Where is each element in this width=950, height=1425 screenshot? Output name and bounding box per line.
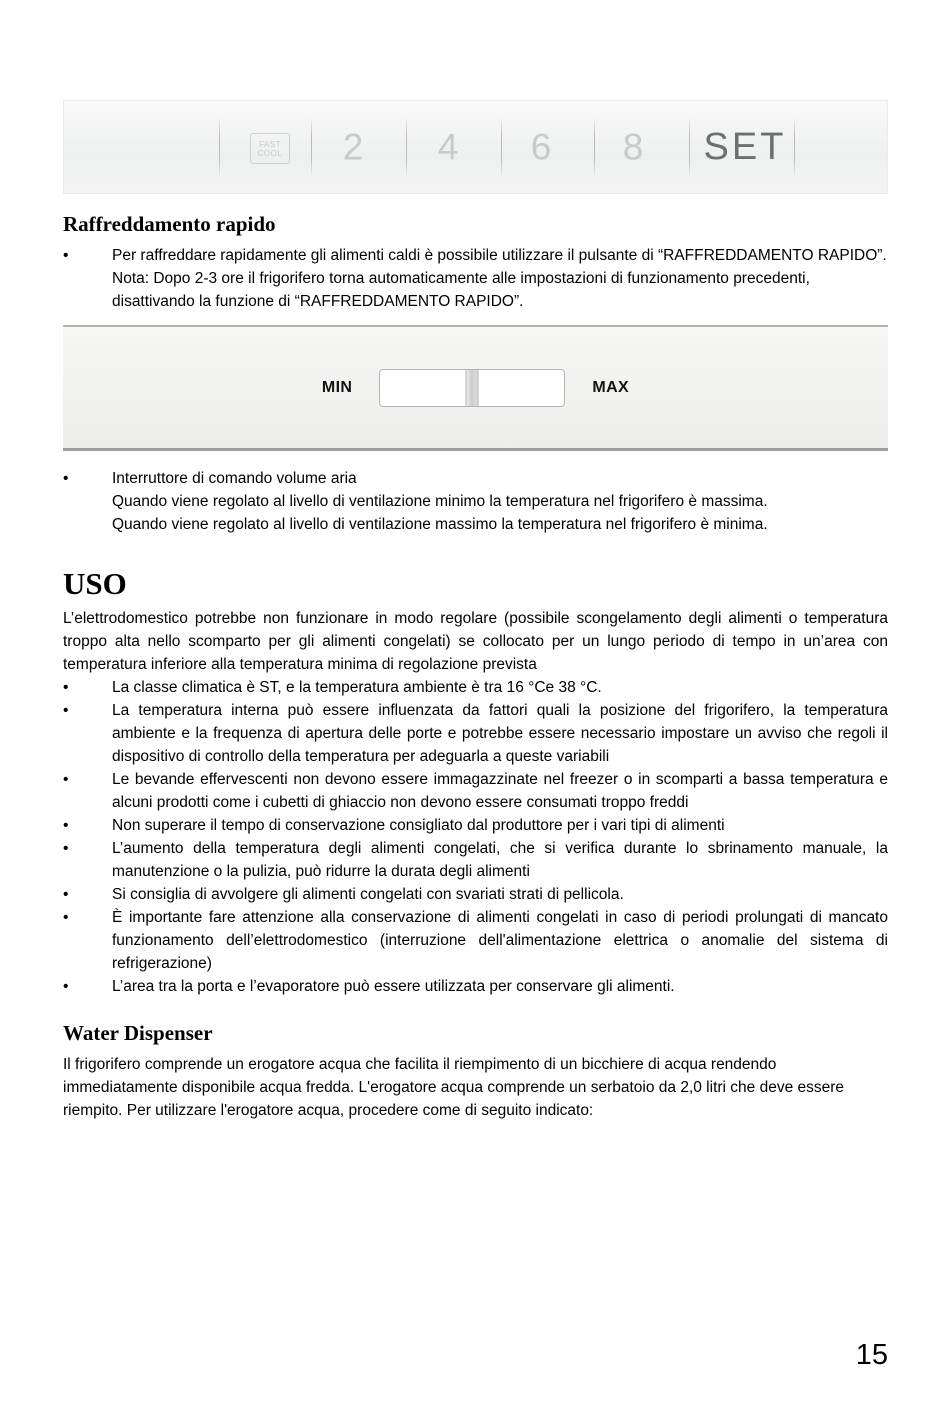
water-dispenser-paragraph: Il frigorifero comprende un erogatore acqua che facilita il riempimento di un bicchiere di acqua rendendo immediatamente disponibile acqua fredda. L'erogatore acqua comprende un serbatoio da 2,0 litri che deve essere riempito. Per utilizzare l'erogatore acqua, procedere come di seguito indicato: [63,1056,845,1119]
panel-key-6: 6 [530,126,552,168]
panel-divider [794,117,795,177]
panel-divider [406,117,407,177]
bullet-text: È importante fare attenzione alla conservazione di alimenti congelati in caso di periodi prolungati di mancato funzionamento dell’elettrodomestico (interruzione dell'alimentazione elettrica o anomalie del sistema di refrigerazione) [112,909,888,972]
panel-divider [311,117,312,177]
bullet-text: Interruttore di comando volume aria [112,470,357,487]
bullet-body [112,467,888,536]
bullet-marker: • [63,470,69,487]
bullet-marker: • [63,702,69,719]
bullet-text: Quando viene regolato al livello di ventilazione massimo la temperatura nel frigorifero è minima. [112,516,768,533]
page-number: 15 [855,1339,888,1371]
bullet-text: Non superare il tempo di conservazione consigliato dal produttore per i vari tipi di alimenti [112,817,725,834]
bullet-text: Nota: Dopo 2-3 ore il frigorifero torna automaticamente alle impostazioni di funzionamento precedenti, disattivando la funzione di “RAFFREDDAMENTO RAPIDO”. [112,270,810,310]
control-panel-image [63,100,888,194]
panel-set-label: SET [703,126,787,168]
list-item [63,883,888,906]
panel-divider [689,117,690,177]
max-label: MAX [592,379,630,396]
min-label: MIN [321,379,353,396]
list-item [63,837,888,883]
section-title-water-dispenser: Water Dispenser [63,1021,213,1045]
section-title-raffreddamento-rapido: Raffreddamento rapido [63,212,276,236]
panel-key-2: 2 [342,126,364,168]
bullet-marker: • [63,679,69,696]
fast-cool-text-top: FAST [258,139,281,149]
bullet-marker: • [63,840,69,857]
bullet-marker: • [63,978,69,995]
bullet-text: La temperatura interna può essere influenzata da fattori quali la posizione del frigorifero, la temperatura ambiente e la frequenza di apertura delle porte e potrebbe essere necessario impostare un avviso che regoli il dispositivo di controllo della temperatura per adeguarla a queste variabili [112,702,888,765]
panel-key-8: 8 [622,126,644,168]
bullet-body [112,244,888,313]
bullet-text: Per raffreddare rapidamente gli alimenti caldi è possibile utilizzare il pulsante di “RAFFREDDAMENTO RAPIDO”. [112,247,887,264]
fast-cool-text-bottom: COOL [257,148,283,158]
bullet-marker: • [63,886,69,903]
list-item [63,975,888,998]
panel-key-4: 4 [437,126,459,168]
list-item [63,699,888,768]
bullet-text: La classe climatica è ST, e la temperatura ambiente è tra 16 °Ce 38 °C. [112,679,602,696]
bullet-text: Quando viene regolato al livello di ventilazione minimo la temperatura nel frigorifero è massima. [112,493,768,510]
bullet-marker: • [63,909,69,926]
slider-track [379,369,565,407]
panel-divider [219,117,220,177]
list-item [63,244,888,313]
panel-divider [594,117,595,177]
panel-divider [501,117,502,177]
list-item [63,906,888,975]
fast-cool-icon [250,133,290,164]
list-item [63,676,888,699]
bullet-text: L’aumento della temperatura degli alimenti congelati, che si verifica durante lo sbrinamento manuale, la manutenzione o la pulizia, può ridurre la durata degli alimenti [112,840,888,880]
bullet-text: Si consiglia di avvolgere gli alimenti congelati con svariati strati di pellicola. [112,886,624,903]
list-item [63,814,888,837]
slider-handle [466,369,479,407]
section-title-uso: USO [63,566,127,601]
list-item [63,467,888,536]
page-content [63,0,888,1122]
list-item [63,768,888,814]
bullet-marker: • [63,247,69,264]
bullet-marker: • [63,771,69,788]
bullet-text: L’area tra la porta e l’evaporatore può essere utilizzata per conservare gli alimenti. [112,978,675,995]
uso-intro-paragraph: L’elettrodomestico potrebbe non funzionare in modo regolare (possibile scongelamento degli alimenti o temperatura troppo alta nello scomparto per gli alimenti congelati) se collocato per un lungo periodo di tempo in un’area con temperatura inferiore alla temperatura minima di regolazione prevista [63,610,888,673]
air-volume-slider-image [63,325,888,451]
bullet-text: Le bevande effervescenti non devono essere immagazzinate nel freezer o in scomparti a bassa temperatura e alcuni prodotti come i cubetti di ghiaccio non devono essere consumati troppo freddi [112,771,888,811]
bullet-marker: • [63,817,69,834]
